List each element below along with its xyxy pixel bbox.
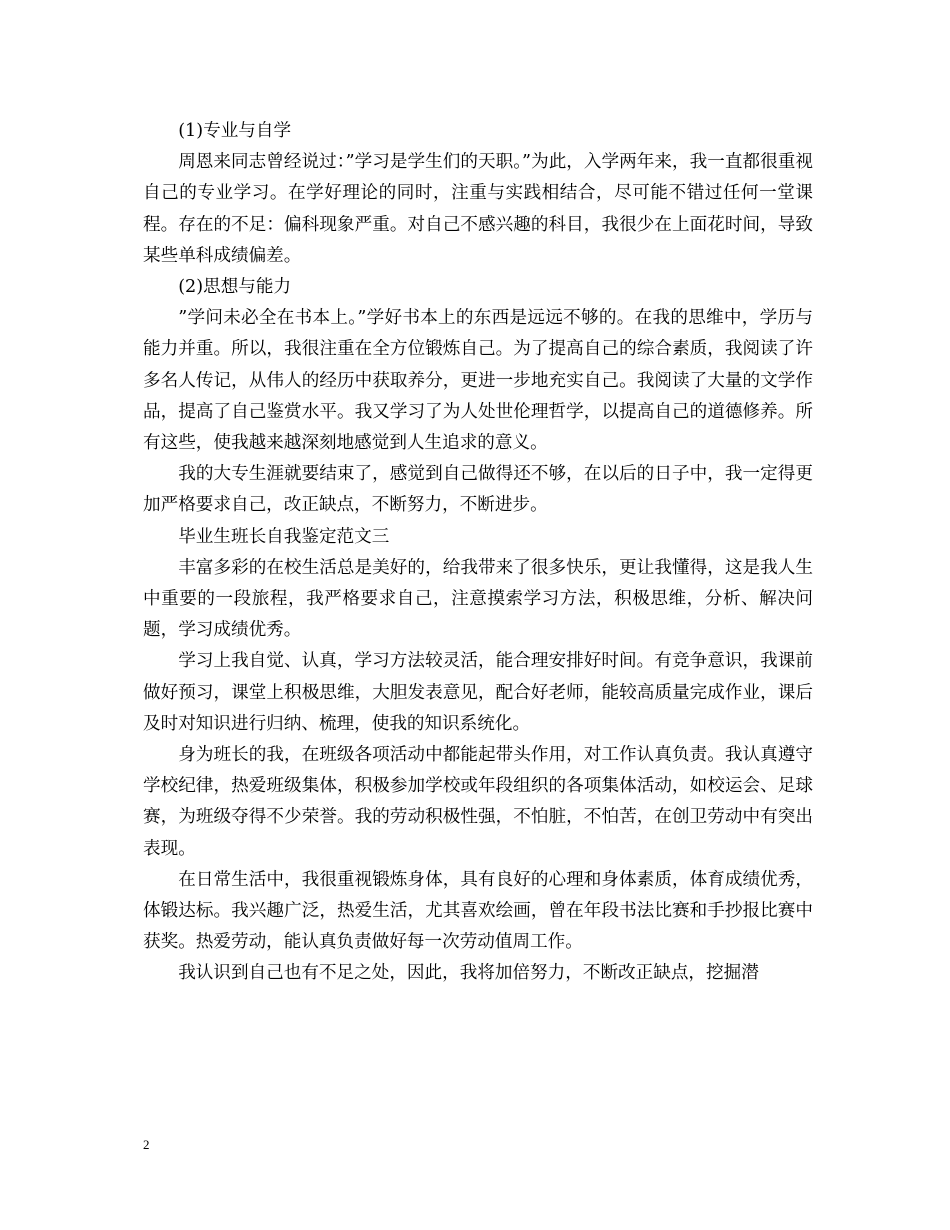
paragraph-monitor: 身为班长的我，在班级各项活动中都能起带头作用，对工作认真负责。我认真遵守学校纪律，热爱班级集体，积极参加学校或年段组织的各项集体活动，如校运会、足球赛，为班级夺得不少荣誉。我的劳动积极性强，不怕脏，不怕苦，在创卫劳动中有突出表现。 bbox=[143, 745, 813, 859]
paragraph-study: 周恩来同志曾经说过：”学习是学生们的天职。”为此，入学两年来，我一直都很重视自己的专业学习。在学好理论的同时，注重与实践相结合，尽可能不错过任何一堂课程。存在的不足：偏科现象严重。对自己不感兴趣的科目，我很少在上面花时间，导致某些单科成绩偏差。 bbox=[143, 152, 813, 266]
section-heading-sample-three: 毕业生班长自我鉴定范文三 bbox=[178, 526, 390, 547]
paragraph-shortcomings: 我认识到自己也有不足之处，因此，我将加倍努力，不断改正缺点，挖掘潜 bbox=[178, 963, 759, 984]
section-heading-major-and-self-study: (1)专业与自学 bbox=[178, 121, 292, 141]
paragraph-ability: ”学问未必全在书本上。”学好书本上的东西是远远不够的。在我的思维中，学历与能力并重。所以，我很注重在全方位锻炼自己。为了提高自己的综合素质，我阅读了许多名人传记，从伟人的经历中获取养分，更进一步地充实自己。我阅读了大量的文学作品，提高了自己鉴赏水平。我又学习了为人处世伦理哲学，以提高自己的道德修养。所有这些，使我越来越深刻地感觉到人生追求的意义。 bbox=[143, 308, 813, 454]
document-body bbox=[143, 116, 813, 990]
section-heading-thought-and-ability: (2)思想与能力 bbox=[178, 277, 292, 298]
paragraph-learning: 学习上我自觉、认真，学习方法较灵活，能合理安排好时间。有竞争意识，我课前做好预习，课堂上积极思维，大胆发表意见，配合好老师，能较高质量完成作业，课后及时对知识进行归纳、梳理，使我的知识系统化。 bbox=[143, 651, 813, 734]
paragraph-school-life: 丰富多彩的在校生活总是美好的，给我带来了很多快乐，更让我懂得，这是我人生中重要的一段旅程，我严格要求自己，注意摸索学习方法，积极思维，分析、解决问题，学习成绩优秀。 bbox=[143, 557, 813, 641]
paragraph-conclusion: 我的大专生涯就要结束了，感觉到自己做得还不够，在以后的日子中，我一定得更加严格要求自己，改正缺点，不断努力，不断进步。 bbox=[143, 464, 813, 516]
paragraph-daily-life: 在日常生活中，我很重视锻炼身体，具有良好的心理和身体素质，体育成绩优秀，体锻达标。我兴趣广泛，热爱生活，尤其喜欢绘画，曾在年段书法比赛和手抄报比赛中获奖。热爱劳动，能认真负责做好每一次劳动值周工作。 bbox=[143, 869, 813, 953]
page-number: 2 bbox=[143, 1137, 150, 1152]
